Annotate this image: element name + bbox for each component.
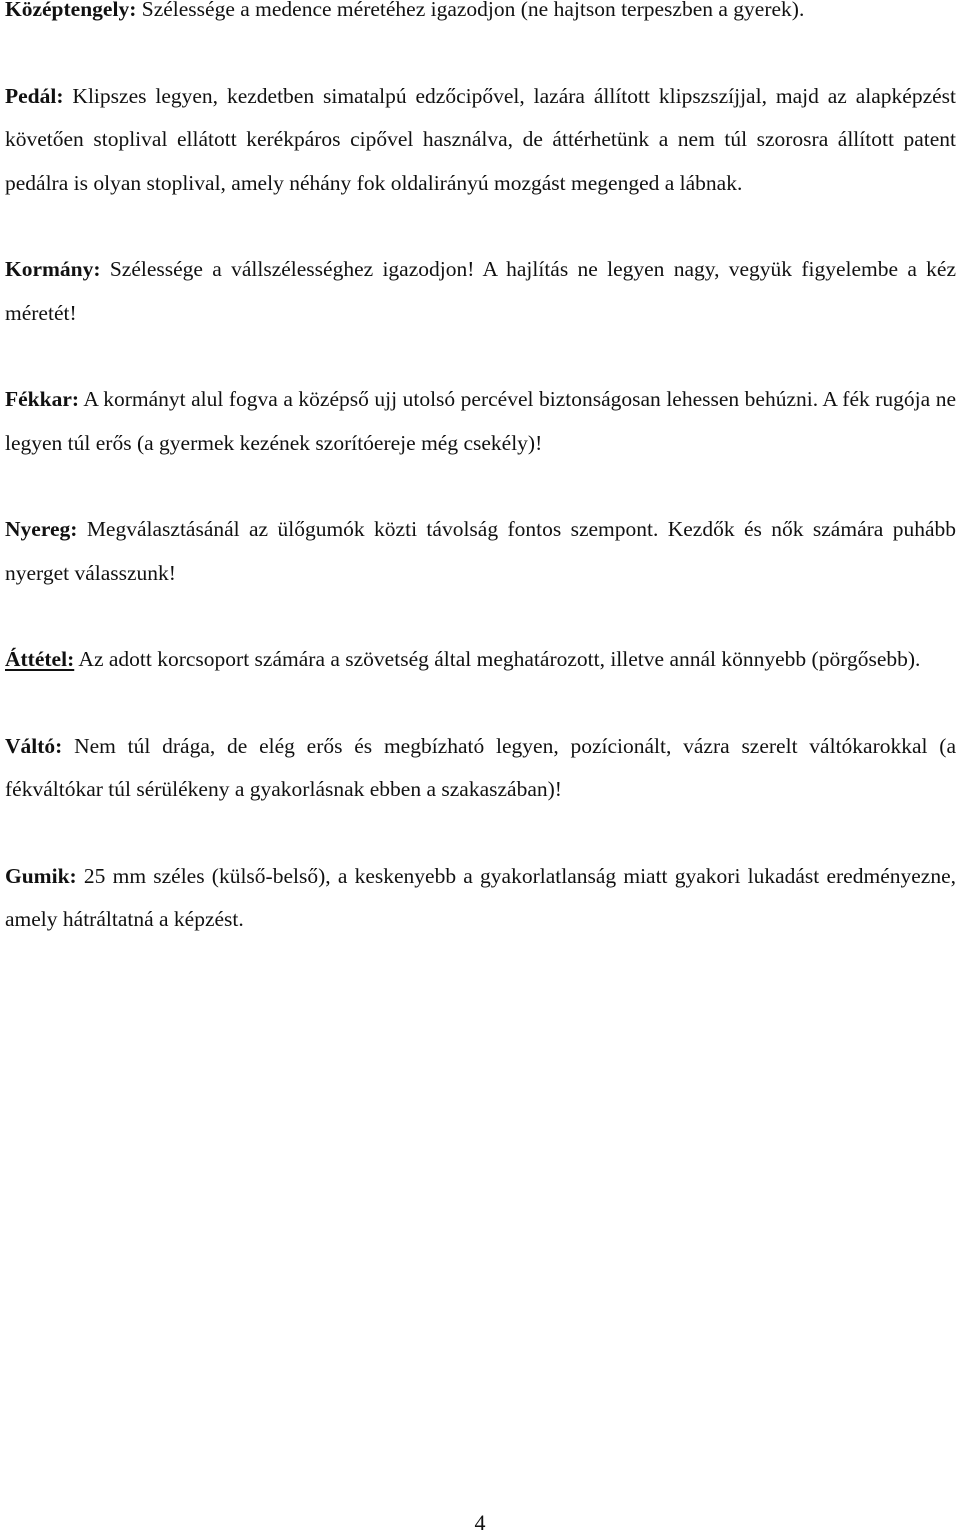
paragraph-kormany [5,248,956,335]
term-kormany: Kormány: [5,257,101,281]
text-valto: Nem túl drága, de elég erős és megbízható legyen, pozícionált, vázra szerelt váltókarokkal (a fékváltókar túl sérülékeny a gyakorlásnak ebben a szakaszában)! [5,733,956,801]
paragraph-valto [5,725,956,812]
term-attetel: Áttétel: [5,647,75,671]
paragraph-pedal [5,75,956,206]
paragraph-attetel [5,638,956,682]
text-kozeptengely: Szélessége a medence méretéhez igazodjon (ne hajtson terpeszben a gyerek). [136,0,805,21]
term-valto: Váltó: [5,733,63,758]
text-fekkar: A kormányt alul fogva a középső ujj utolsó percével biztonságosan lehessen behúzni. A fék rugója ne legyen túl erős (a gyermek kezének szorítóereje még csekély)! [5,387,956,455]
text-gumik: 25 mm széles (külső-belső), a keskenyebb a gyakorlatlanság miatt gyakori lukadást eredményezne, amely hátráltatná a képzést. [5,863,956,931]
paragraph-kozeptengely [5,0,956,32]
term-nyereg: Nyereg: [5,517,78,541]
term-pedal: Pedál: [5,83,64,108]
text-nyereg: Megválasztásánál az ülőgumók közti távolság fontos szempont. Kezdők és nők számára puhább nyerget válasszunk! [5,517,956,585]
term-gumik: Gumik: [5,863,77,888]
paragraph-fekkar [5,378,956,465]
term-fekkar: Fékkar: [5,387,80,411]
text-attetel: Az adott korcsoport számára a szövetség által meghatározott, illetve annál könnyebb (pörgősebb). [74,647,921,671]
term-kozeptengely: Középtengely: [5,0,137,21]
text-kormany: Szélessége a vállszélességhez igazodjon! A hajlítás ne legyen nagy, vegyük figyelembe a kéz méretét! [5,257,956,325]
text-pedal: Klipszes legyen, kezdetben simatalpú edzőcipővel, lazára állított klipszszíjjal, majd az alapképzést követően stoplival ellátott kerékpáros cipővel használva, de áttérhetünk a nem túl szorosra állított patent pedálra is olyan stoplival, amely néhány fok oldalirányú mozgást megenged a lábnak. [5,83,956,195]
paragraph-nyereg [5,508,956,595]
page-number: 4 [474,1510,486,1535]
document-body [5,0,956,985]
paragraph-gumik [5,855,956,942]
